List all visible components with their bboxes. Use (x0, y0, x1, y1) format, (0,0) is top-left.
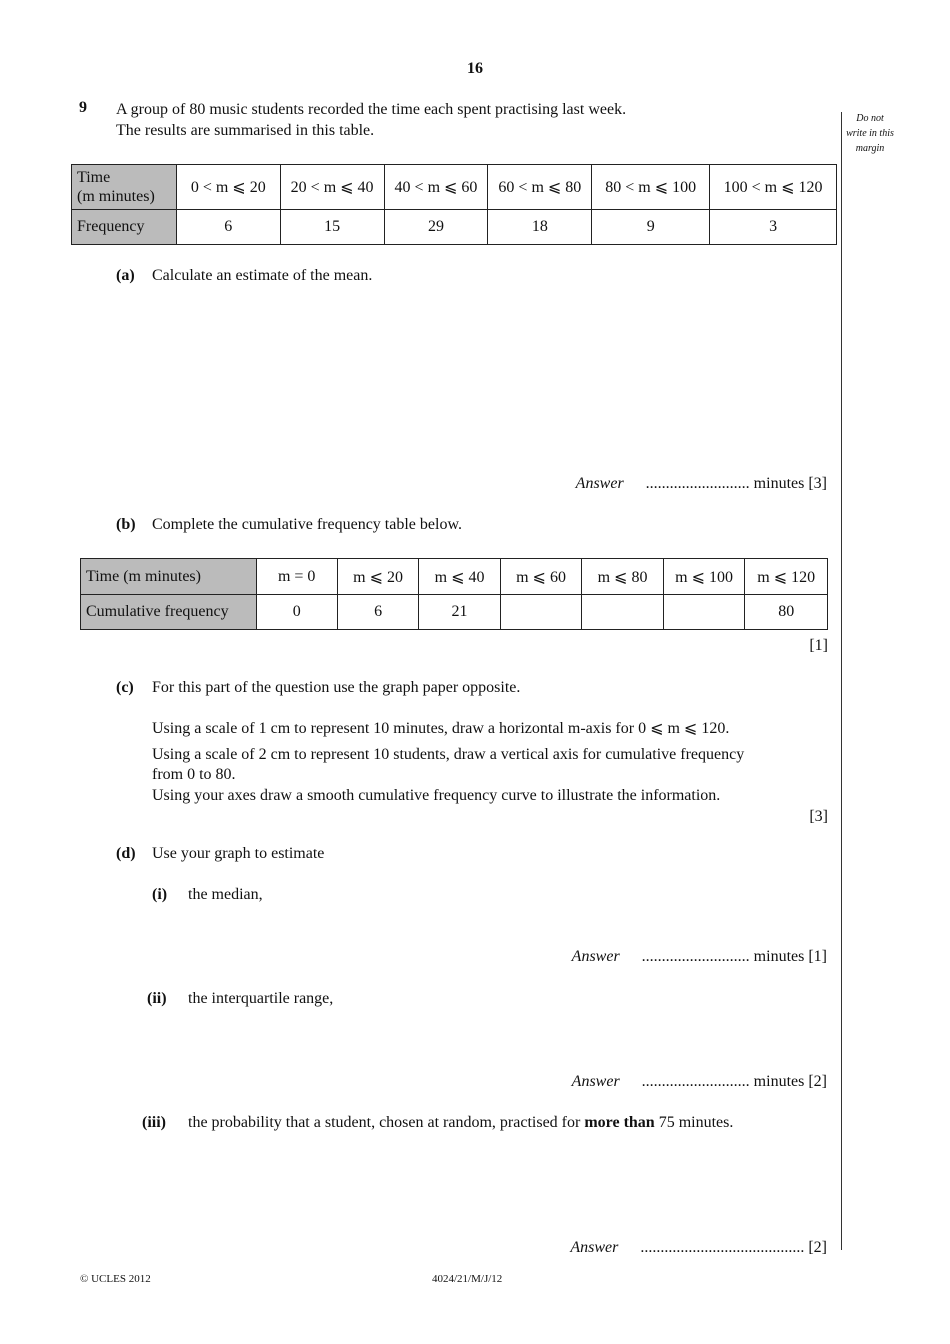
cf-header-cell: m ⩽ 80 (582, 559, 663, 595)
answer-suffix: minutes [3] (753, 475, 827, 492)
frequency-table (71, 164, 837, 245)
answer-suffix: [2] (808, 1239, 827, 1256)
part-c-label: (c) (116, 679, 134, 696)
interval-cell: 0 < m ⩽ 20 (176, 165, 280, 210)
part-b-text: Complete the cumulative frequency table below. (152, 516, 462, 533)
footer-code: 4024/21/M/J/12 (432, 1273, 503, 1285)
answer-line[interactable]: ........................... (641, 1073, 750, 1090)
question-number: 9 (79, 99, 87, 116)
table-row (81, 595, 828, 630)
margin-line (841, 112, 842, 1250)
frequency-cell: 15 (280, 210, 384, 245)
question-intro-line: The results are summarised in this table. (116, 122, 375, 139)
cf-label-cell: Cumulative frequency (81, 595, 257, 630)
interval-cell: 40 < m ⩽ 60 (384, 165, 488, 210)
cf-header-cell: m ⩽ 20 (337, 559, 418, 595)
cf-value-cell-blank[interactable] (500, 595, 581, 630)
part-d-iii-text-before: the probability that a student, chosen at random, practised for (188, 1114, 581, 1131)
part-c-line: Using your axes draw a smooth cumulative frequency curve to illustrate the information. (152, 787, 721, 804)
part-a-text: Calculate an estimate of the mean. (152, 267, 373, 284)
answer-suffix: minutes [2] (753, 1073, 827, 1090)
table-row (72, 165, 837, 210)
frequency-cell: 9 (592, 210, 710, 245)
part-d-ii-label: (ii) (147, 990, 167, 1007)
margin-note-line: margin (855, 143, 885, 154)
cf-header-cell: m ⩽ 60 (500, 559, 581, 595)
answer-line[interactable]: .......................... (645, 475, 750, 492)
margin-note-line: write in this (846, 128, 894, 139)
part-c-line: from 0 to 80. (152, 766, 236, 783)
time-header-cell (72, 165, 177, 210)
part-a-answer (576, 473, 827, 494)
time-header-line1: Time (77, 169, 111, 186)
part-d-i-answer (572, 946, 827, 967)
answer-label: Answer (570, 1239, 619, 1256)
part-d-iii-text (188, 1112, 733, 1133)
table-row (81, 559, 828, 595)
time-header-cell: Time (m minutes) (81, 559, 257, 595)
part-d-iii-text-after: 75 minutes. (658, 1114, 734, 1131)
part-c-marks: [3] (809, 808, 828, 825)
footer-copyright: © UCLES 2012 (80, 1273, 151, 1285)
part-c-line: Using a scale of 2 cm to represent 10 students, draw a vertical axis for cumulative frequency (152, 746, 745, 763)
cf-value-cell: 0 (256, 595, 337, 630)
interval-cell: 80 < m ⩽ 100 (592, 165, 710, 210)
part-d-text: Use your graph to estimate (152, 845, 325, 862)
part-d-label: (d) (116, 845, 136, 862)
part-b-label: (b) (116, 516, 136, 533)
part-a-label: (a) (116, 267, 135, 284)
cf-value-cell-blank[interactable] (663, 595, 745, 630)
frequency-cell: 18 (488, 210, 592, 245)
part-b-marks: [1] (809, 637, 828, 654)
part-c-line: Using a scale of 1 cm to represent 10 minutes, draw a horizontal m-axis for 0 ⩽ m ⩽ 120. (152, 720, 730, 737)
cf-header-cell: m ⩽ 40 (419, 559, 500, 595)
cf-header-cell: m ⩽ 120 (745, 559, 828, 595)
time-header-line2: (m minutes) (77, 188, 155, 205)
margin-note-line: Do not (856, 113, 884, 124)
part-c-text: For this part of the question use the graph paper opposite. (152, 679, 521, 696)
interval-cell: 100 < m ⩽ 120 (710, 165, 837, 210)
interval-cell: 20 < m ⩽ 40 (280, 165, 384, 210)
answer-label: Answer (571, 1073, 620, 1090)
part-d-iii-answer (570, 1237, 827, 1258)
cf-value-cell-blank[interactable] (582, 595, 663, 630)
answer-suffix: minutes [1] (753, 948, 827, 965)
question-intro-line: A group of 80 music students recorded the time each spent practising last week. (116, 101, 627, 118)
page-number: 16 (467, 60, 483, 77)
cf-value-cell: 80 (745, 595, 828, 630)
table-row (72, 210, 837, 245)
part-d-ii-text: the interquartile range, (188, 990, 334, 1007)
answer-line[interactable]: ........................... (641, 948, 750, 965)
margin-note (842, 111, 898, 156)
frequency-cell: 29 (384, 210, 488, 245)
frequency-cell: 6 (176, 210, 280, 245)
part-d-ii-answer (572, 1071, 827, 1092)
part-d-i-text: the median, (188, 886, 263, 903)
answer-label: Answer (571, 948, 620, 965)
cf-header-cell: m = 0 (256, 559, 337, 595)
interval-cell: 60 < m ⩽ 80 (488, 165, 592, 210)
part-d-i-label: (i) (152, 886, 168, 903)
answer-line[interactable]: ......................................... (640, 1239, 805, 1256)
part-d-iii-text-bold: more than (584, 1114, 655, 1131)
cf-value-cell: 6 (337, 595, 418, 630)
cumulative-frequency-table (80, 558, 828, 630)
cf-value-cell: 21 (419, 595, 500, 630)
frequency-header-cell: Frequency (72, 210, 177, 245)
part-d-iii-label: (iii) (142, 1114, 166, 1131)
answer-label: Answer (575, 475, 624, 492)
frequency-cell: 3 (710, 210, 837, 245)
cf-header-cell: m ⩽ 100 (663, 559, 745, 595)
